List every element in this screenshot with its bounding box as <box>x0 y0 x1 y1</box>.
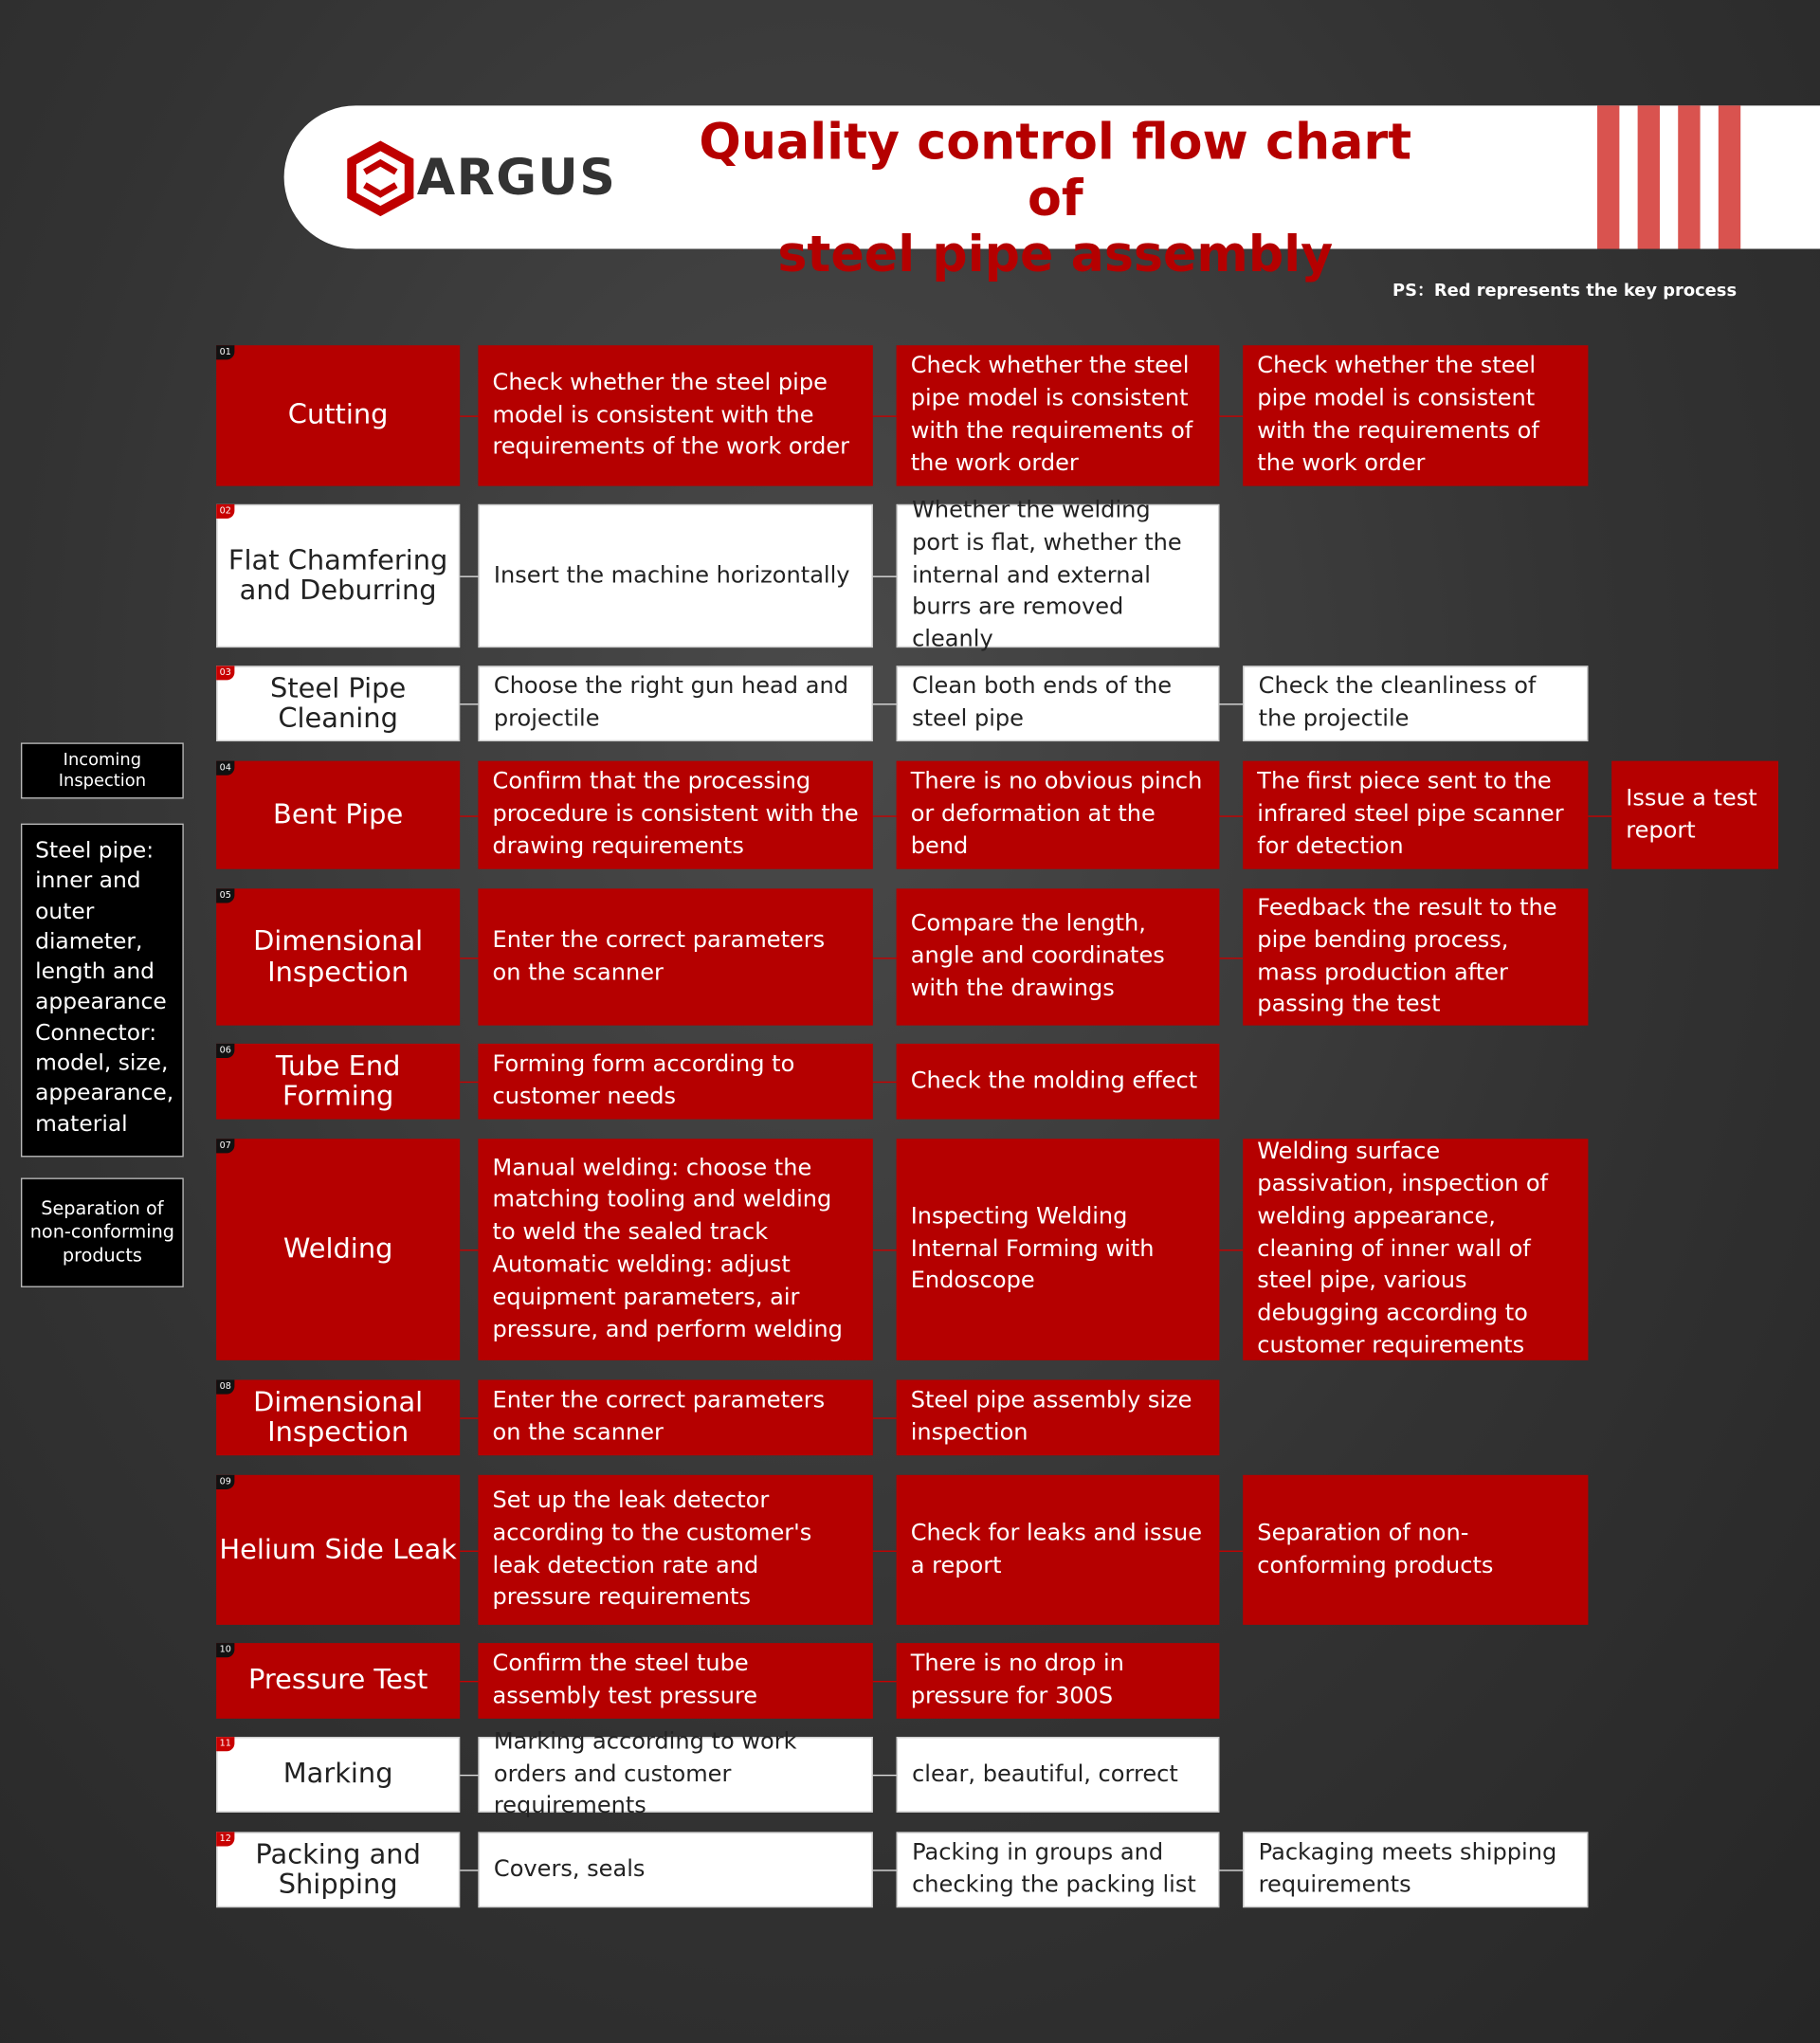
flow-connector <box>873 957 897 958</box>
step-number-badge: 03 <box>216 666 234 680</box>
inspection-check-cell <box>478 1832 872 1907</box>
detail-line: appearance <box>35 989 167 1016</box>
detail-line: Steel pipe: <box>35 837 155 865</box>
inspection-check-cell <box>1611 761 1778 869</box>
flow-connector <box>873 1082 897 1083</box>
detail-line: outer <box>35 898 95 925</box>
check-text: Check whether the steel pipe model is consistent with the requirements of the work order <box>492 370 850 461</box>
check-text: Forming form according to customer needs <box>492 1051 795 1110</box>
process-step-name: Marking <box>216 1737 460 1813</box>
inspection-check-cell <box>897 666 1220 741</box>
step-number-badge: 04 <box>216 761 234 775</box>
check-text: Check whether the steel pipe model is consistent with the requirements of the work order <box>910 354 1193 477</box>
inspection-check-cell <box>478 1139 872 1360</box>
check-text: Manual welding: choose the matching tooling and welding to weld the sealed track Automatic welding: adjust equipment parameters, air pressure, and perform welding <box>492 1155 843 1343</box>
flow-connector <box>873 1550 897 1551</box>
check-text: Separation of non-conforming products <box>1257 1520 1494 1579</box>
detail-line: diameter, <box>35 928 143 956</box>
flow-connector <box>873 575 897 576</box>
process-step-name: Welding <box>216 1139 460 1360</box>
inspection-check-cell <box>478 504 872 648</box>
flow-connector <box>1219 957 1243 958</box>
check-text: Inspecting Welding Internal Forming with Endoscope <box>910 1203 1155 1295</box>
step-number-badge: 05 <box>216 888 234 903</box>
process-step-name: Dimensional Inspection <box>216 1379 460 1455</box>
incoming-details-box <box>21 824 184 1158</box>
flow-connector <box>873 1417 897 1418</box>
process-step-name: Pressure Test <box>216 1643 460 1719</box>
check-text: Packing in groups and checking the packing list <box>912 1839 1196 1899</box>
detail-line: inner and <box>35 867 141 895</box>
check-text: The first piece sent to the infrared steel pipe scanner for detection <box>1257 769 1564 860</box>
flow-connector <box>460 957 478 958</box>
step-number-badge: 02 <box>216 504 234 519</box>
check-text: Packaging meets shipping requirements <box>1258 1839 1557 1899</box>
process-step-name: Packing and Shipping <box>216 1832 460 1907</box>
check-text: There is no obvious pinch or deformation at the bend <box>910 769 1203 860</box>
check-text: Confirm the steel tube assembly test pressure <box>492 1651 758 1710</box>
step-number-badge: 10 <box>216 1643 234 1657</box>
check-text: clear, beautiful, correct <box>912 1760 1178 1788</box>
inspection-check-cell <box>897 1475 1220 1625</box>
check-text: Set up the leak detector according to the customer's leak detection rate and pressure requirements <box>492 1487 812 1612</box>
title-line-2: steel pipe assembly <box>777 225 1334 283</box>
legend-note: PS：Red represents the key process <box>1392 281 1738 301</box>
inspection-check-cell <box>897 1044 1220 1120</box>
inspection-check-cell <box>478 1044 872 1120</box>
inspection-check-cell <box>897 345 1220 485</box>
flow-connector <box>460 1681 478 1682</box>
detail-line: model, size, <box>35 1049 169 1077</box>
separation-box: Separation of non-conforming products <box>21 1177 184 1286</box>
flow-connector <box>460 415 478 416</box>
check-text: Feedback the result to the pipe bending process, mass production after passing the test <box>1257 895 1557 1018</box>
inspection-check-cell <box>897 1139 1220 1360</box>
flow-connector <box>460 1082 478 1083</box>
step-number-badge: 01 <box>216 345 234 359</box>
check-text: Check the molding effect <box>910 1067 1198 1094</box>
process-step-name: Steel Pipe Cleaning <box>216 666 460 741</box>
detail-line: material <box>35 1110 128 1138</box>
flow-connector <box>460 703 478 704</box>
inspection-check-cell <box>1243 761 1588 869</box>
process-step-name: Cutting <box>216 345 460 485</box>
flow-connector <box>873 1681 897 1682</box>
flow-connector <box>873 1775 897 1776</box>
inspection-check-cell <box>897 1379 1220 1455</box>
inspection-check-cell <box>478 1643 872 1719</box>
flow-connector <box>873 703 897 704</box>
inspection-check-cell <box>478 1379 872 1455</box>
process-step-name: Helium Side Leak <box>216 1475 460 1625</box>
check-text: Check the cleanliness of the projectile <box>1258 673 1537 733</box>
inspection-check-cell <box>897 1643 1220 1719</box>
flow-connector <box>460 815 478 816</box>
check-text: Covers, seals <box>493 1855 646 1883</box>
inspection-check-cell <box>478 666 872 741</box>
check-text: Whether the welding port is flat, whether the internal and external burrs are removed cleanly <box>912 498 1182 653</box>
flow-connector <box>1219 815 1243 816</box>
check-text: Compare the length, angle and coordinates with the drawings <box>910 911 1165 1002</box>
check-text: Check for leaks and issue a report <box>910 1520 1203 1579</box>
brand-name: ARGUS <box>416 148 617 207</box>
flow-connector <box>1588 815 1611 816</box>
process-step-name: Dimensional Inspection <box>216 888 460 1025</box>
incoming-inspection-box: Incoming Inspection <box>21 742 184 798</box>
step-number-badge: 09 <box>216 1475 234 1489</box>
flow-connector <box>460 1775 478 1776</box>
inspection-check-cell <box>1243 1832 1588 1907</box>
check-text: Issue a test report <box>1626 785 1757 844</box>
inspection-check-cell <box>478 761 872 869</box>
inspection-check-cell <box>1243 888 1588 1025</box>
check-text: There is no drop in pressure for 300S <box>910 1651 1124 1710</box>
inspection-check-cell <box>478 888 872 1025</box>
inspection-check-cell <box>1243 345 1588 485</box>
inspection-check-cell <box>897 498 1220 653</box>
inspection-check-cell <box>478 1475 872 1625</box>
check-text: Marking according to work orders and customer requirements <box>493 1728 797 1820</box>
check-text: Insert the machine horizontally <box>493 562 850 589</box>
check-text: Enter the correct parameters on the scanner <box>492 1388 826 1447</box>
process-step-name: Tube End Forming <box>216 1044 460 1120</box>
header-stripe <box>1678 105 1700 248</box>
inspection-check-cell <box>1243 1475 1588 1625</box>
check-text: Clean both ends of the steel pipe <box>912 673 1173 733</box>
detail-line: appearance, <box>35 1080 174 1107</box>
flow-connector <box>1219 415 1243 416</box>
header-stripe <box>1597 105 1619 248</box>
step-number-badge: 07 <box>216 1139 234 1153</box>
detail-line: Connector: <box>35 1019 157 1047</box>
flow-connector <box>460 575 478 576</box>
inspection-check-cell <box>478 345 872 485</box>
check-text: Enter the correct parameters on the scanner <box>492 927 826 986</box>
inspection-check-cell <box>897 1832 1220 1907</box>
process-step-name: Flat Chamfering and Deburring <box>216 504 460 648</box>
header-stripe <box>1638 105 1660 248</box>
flow-connector <box>873 415 897 416</box>
inspection-check-cell <box>1243 1139 1588 1360</box>
flow-connector <box>460 1417 478 1418</box>
check-text: Confirm that the processing procedure is consistent with the drawing requirements <box>492 769 859 860</box>
check-text: Steel pipe assembly size inspection <box>910 1388 1192 1447</box>
title-line-1: Quality control flow chart of <box>699 113 1412 228</box>
inspection-check-cell <box>897 1737 1220 1813</box>
inspection-check-cell <box>897 761 1220 869</box>
step-number-badge: 12 <box>216 1832 234 1846</box>
process-step-name: Bent Pipe <box>216 761 460 869</box>
step-number-badge: 06 <box>216 1044 234 1058</box>
inspection-check-cell <box>478 1728 872 1820</box>
inspection-check-cell <box>897 888 1220 1025</box>
check-text: Choose the right gun head and projectile <box>493 673 848 733</box>
header-stripe <box>1719 105 1740 248</box>
page-title <box>678 115 1433 283</box>
check-text: Welding surface passivation, inspection of welding appearance, cleaning of inner wall of steel pipe, various debugging according to customer requirements <box>1257 1139 1549 1359</box>
detail-line: length and <box>35 958 155 986</box>
check-text: Check whether the steel pipe model is consistent with the requirements of the work order <box>1257 354 1539 477</box>
flow-connector <box>1219 1550 1243 1551</box>
flow-connector <box>873 815 897 816</box>
flow-connector <box>1219 703 1243 704</box>
step-number-badge: 08 <box>216 1379 234 1394</box>
inspection-check-cell <box>1243 666 1588 741</box>
step-number-badge: 11 <box>216 1737 234 1751</box>
flow-connector <box>460 1550 478 1551</box>
